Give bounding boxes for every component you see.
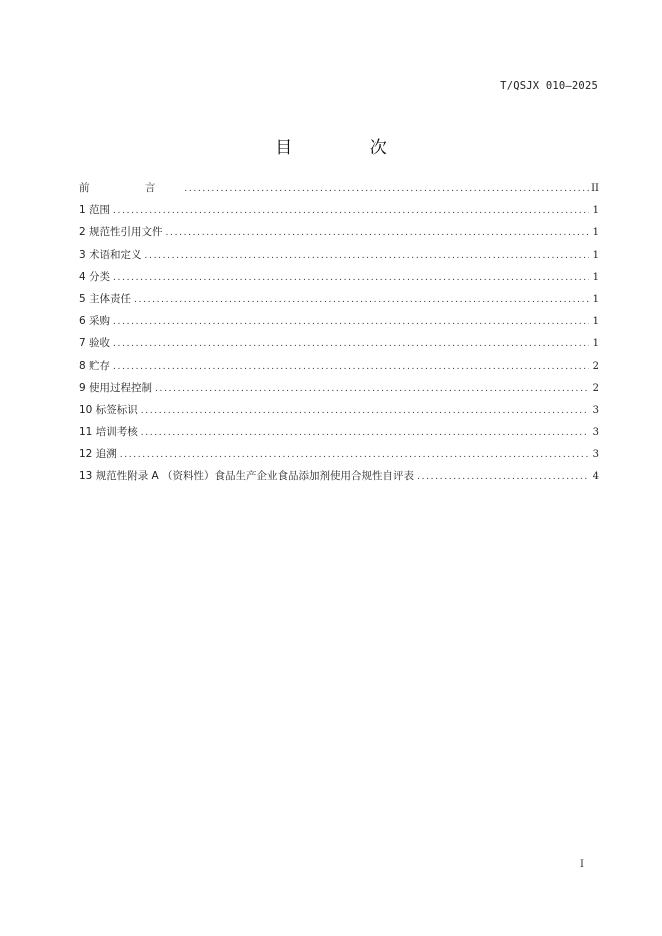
toc-entry-page: 3 <box>592 404 599 416</box>
toc-leader-dots <box>113 360 589 374</box>
toc-entry-page: 1 <box>592 227 599 239</box>
toc-entry-traceability[interactable] <box>79 447 599 469</box>
toc-leader-dots <box>184 182 589 196</box>
toc-entry-terms-definitions[interactable] <box>79 248 599 270</box>
toc-entry-foreword[interactable] <box>79 181 599 203</box>
toc-entry-normative-references[interactable] <box>79 225 599 247</box>
toc-entry-label: 8 贮存 <box>79 359 111 372</box>
toc-leader-dots <box>166 226 589 240</box>
toc-leader-dots <box>113 204 589 218</box>
table-of-contents <box>79 181 599 492</box>
toc-entry-page: 3 <box>592 427 599 439</box>
toc-leader-dots <box>417 470 589 484</box>
toc-leader-dots <box>120 448 589 462</box>
toc-entry-page: 3 <box>592 449 599 461</box>
document-code: T/QSJX 010—2025 <box>500 80 598 92</box>
toc-entry-label: 13 规范性附录 A （资料性）食品生产企业食品添加剂使用合规性自评表 <box>79 470 415 483</box>
toc-entry-label: 3 术语和定义 <box>79 248 142 261</box>
toc-entry-page: 1 <box>592 338 599 350</box>
toc-entry-page: 1 <box>592 316 599 328</box>
toc-entry-page: 1 <box>592 205 599 217</box>
toc-entry-responsibility[interactable] <box>79 292 599 314</box>
toc-entry-page: II <box>591 183 599 194</box>
toc-entry-page: 2 <box>592 360 599 372</box>
toc-entry-appendix-a[interactable] <box>79 469 599 491</box>
toc-entry-label: 11 培训考核 <box>79 426 138 439</box>
toc-entry-label: 5 主体责任 <box>79 292 132 305</box>
toc-leader-dots <box>155 382 589 396</box>
toc-entry-storage[interactable] <box>79 359 599 381</box>
toc-entry-usage-control[interactable] <box>79 381 599 403</box>
toc-entry-label: 12 追溯 <box>79 448 117 461</box>
toc-entry-page: 2 <box>592 382 599 394</box>
toc-entry-label: 10 标签标识 <box>79 403 138 416</box>
toc-entry-acceptance[interactable] <box>79 336 599 358</box>
toc-entry-label: 前 言 <box>79 182 182 194</box>
toc-leader-dots <box>141 426 589 440</box>
toc-leader-dots <box>134 293 589 307</box>
toc-entry-page: 1 <box>592 271 599 283</box>
toc-title: 目 次 <box>275 138 423 158</box>
toc-entry-label: 2 规范性引用文件 <box>79 226 163 239</box>
toc-leader-dots <box>113 271 589 285</box>
toc-entry-procurement[interactable] <box>79 314 599 336</box>
toc-entry-label: 1 范围 <box>79 204 111 217</box>
toc-entry-page: 4 <box>592 471 599 483</box>
toc-entry-labeling[interactable] <box>79 403 599 425</box>
toc-entry-label: 7 验收 <box>79 337 111 350</box>
page-number: I <box>580 859 584 870</box>
toc-entry-training[interactable] <box>79 425 599 447</box>
toc-entry-scope[interactable] <box>79 203 599 225</box>
toc-leader-dots <box>113 337 589 351</box>
toc-leader-dots <box>141 404 589 418</box>
toc-entry-label: 9 使用过程控制 <box>79 381 153 394</box>
toc-entry-label: 4 分类 <box>79 270 111 283</box>
toc-leader-dots <box>145 249 589 263</box>
toc-entry-label: 6 采购 <box>79 315 111 328</box>
toc-entry-classification[interactable] <box>79 270 599 292</box>
toc-entry-page: 1 <box>592 293 599 305</box>
toc-entry-page: 1 <box>592 249 599 261</box>
toc-leader-dots <box>113 315 589 329</box>
